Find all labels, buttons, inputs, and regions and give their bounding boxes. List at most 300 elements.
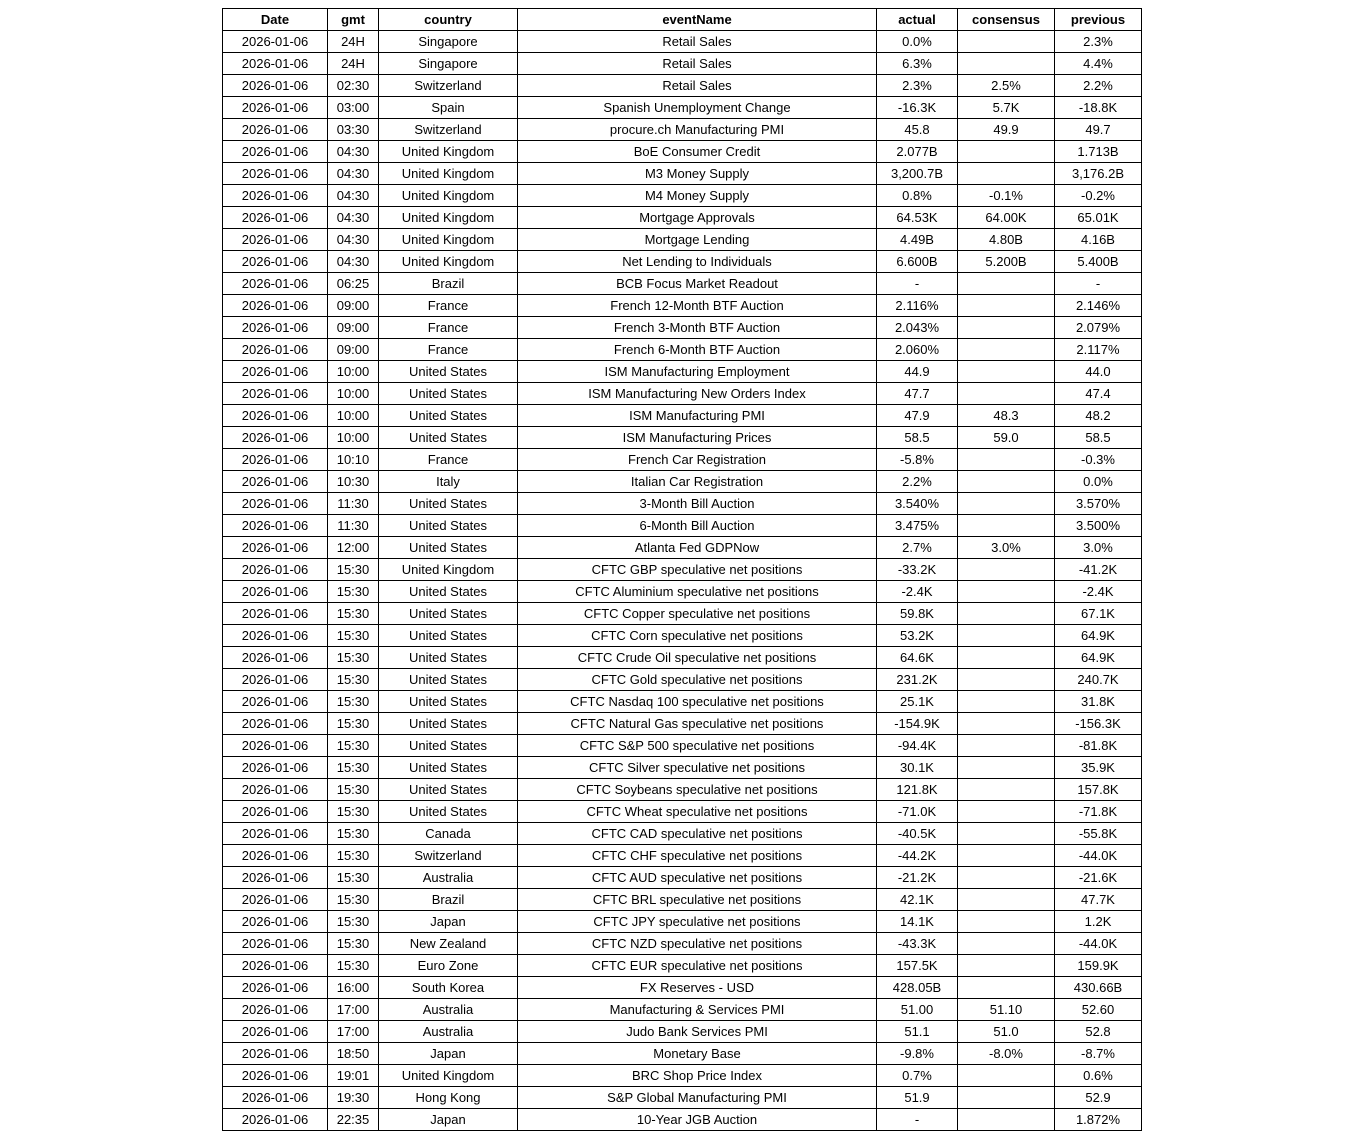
cell-actual: -16.3K: [877, 97, 958, 119]
cell-actual: -: [877, 1109, 958, 1131]
cell-gmt: 03:00: [328, 97, 379, 119]
cell-date: 2026-01-06: [223, 977, 328, 999]
economic-calendar-table: [222, 8, 1142, 1131]
cell-eventname: CFTC Aluminium speculative net positions: [518, 581, 877, 603]
cell-previous: 430.66B: [1055, 977, 1142, 999]
table-row: [223, 977, 1142, 999]
cell-consensus: [958, 559, 1055, 581]
cell-actual: 44.9: [877, 361, 958, 383]
cell-consensus: [958, 383, 1055, 405]
cell-eventname: French 3-Month BTF Auction: [518, 317, 877, 339]
cell-country: United States: [379, 581, 518, 603]
cell-previous: -44.0K: [1055, 933, 1142, 955]
cell-gmt: 18:50: [328, 1043, 379, 1065]
cell-country: New Zealand: [379, 933, 518, 955]
cell-consensus: 59.0: [958, 427, 1055, 449]
cell-country: United States: [379, 625, 518, 647]
cell-eventname: CFTC EUR speculative net positions: [518, 955, 877, 977]
cell-consensus: [958, 823, 1055, 845]
cell-country: United States: [379, 427, 518, 449]
cell-gmt: 15:30: [328, 691, 379, 713]
cell-date: 2026-01-06: [223, 669, 328, 691]
cell-date: 2026-01-06: [223, 317, 328, 339]
table-row: [223, 119, 1142, 141]
cell-consensus: 51.0: [958, 1021, 1055, 1043]
cell-consensus: [958, 53, 1055, 75]
cell-actual: 2.077B: [877, 141, 958, 163]
cell-eventname: Judo Bank Services PMI: [518, 1021, 877, 1043]
cell-gmt: 15:30: [328, 867, 379, 889]
cell-previous: 1.872%: [1055, 1109, 1142, 1131]
cell-actual: 51.00: [877, 999, 958, 1021]
cell-country: United Kingdom: [379, 1065, 518, 1087]
cell-consensus: [958, 603, 1055, 625]
cell-country: United Kingdom: [379, 229, 518, 251]
cell-date: 2026-01-06: [223, 53, 328, 75]
header-row: [223, 9, 1142, 31]
cell-previous: 4.4%: [1055, 53, 1142, 75]
cell-previous: 47.7K: [1055, 889, 1142, 911]
cell-consensus: [958, 691, 1055, 713]
cell-previous: 159.9K: [1055, 955, 1142, 977]
cell-consensus: [958, 493, 1055, 515]
table-row: [223, 163, 1142, 185]
cell-gmt: 15:30: [328, 647, 379, 669]
cell-consensus: [958, 141, 1055, 163]
cell-previous: 3.500%: [1055, 515, 1142, 537]
table-row: [223, 427, 1142, 449]
cell-eventname: French 6-Month BTF Auction: [518, 339, 877, 361]
table-row: [223, 911, 1142, 933]
cell-eventname: CFTC Nasdaq 100 speculative net positions: [518, 691, 877, 713]
cell-gmt: 15:30: [328, 955, 379, 977]
table-header: [223, 9, 1142, 31]
table-row: [223, 1065, 1142, 1087]
cell-previous: -21.6K: [1055, 867, 1142, 889]
cell-eventname: M4 Money Supply: [518, 185, 877, 207]
table-row: [223, 185, 1142, 207]
table-row: [223, 229, 1142, 251]
cell-eventname: CFTC AUD speculative net positions: [518, 867, 877, 889]
table-row: [223, 273, 1142, 295]
cell-date: 2026-01-06: [223, 933, 328, 955]
cell-date: 2026-01-06: [223, 845, 328, 867]
table-row: [223, 141, 1142, 163]
cell-gmt: 17:00: [328, 999, 379, 1021]
cell-eventname: 6-Month Bill Auction: [518, 515, 877, 537]
cell-consensus: [958, 647, 1055, 669]
cell-gmt: 15:30: [328, 669, 379, 691]
cell-gmt: 03:30: [328, 119, 379, 141]
column-header-actual: actual: [877, 9, 958, 31]
cell-country: France: [379, 449, 518, 471]
cell-consensus: 3.0%: [958, 537, 1055, 559]
cell-consensus: 49.9: [958, 119, 1055, 141]
cell-consensus: [958, 31, 1055, 53]
cell-actual: -21.2K: [877, 867, 958, 889]
cell-previous: 0.0%: [1055, 471, 1142, 493]
cell-eventname: M3 Money Supply: [518, 163, 877, 185]
cell-actual: 0.8%: [877, 185, 958, 207]
cell-date: 2026-01-06: [223, 647, 328, 669]
cell-date: 2026-01-06: [223, 625, 328, 647]
cell-consensus: [958, 977, 1055, 999]
cell-gmt: 04:30: [328, 207, 379, 229]
cell-previous: 240.7K: [1055, 669, 1142, 691]
cell-consensus: [958, 625, 1055, 647]
cell-previous: -8.7%: [1055, 1043, 1142, 1065]
cell-country: Japan: [379, 911, 518, 933]
cell-previous: 35.9K: [1055, 757, 1142, 779]
cell-previous: 157.8K: [1055, 779, 1142, 801]
table-row: [223, 845, 1142, 867]
cell-country: United Kingdom: [379, 207, 518, 229]
cell-actual: 6.600B: [877, 251, 958, 273]
cell-eventname: CFTC Soybeans speculative net positions: [518, 779, 877, 801]
cell-eventname: CFTC CHF speculative net positions: [518, 845, 877, 867]
cell-actual: -: [877, 273, 958, 295]
cell-gmt: 15:30: [328, 581, 379, 603]
table-row: [223, 823, 1142, 845]
cell-previous: 47.4: [1055, 383, 1142, 405]
cell-eventname: ISM Manufacturing Employment: [518, 361, 877, 383]
cell-date: 2026-01-06: [223, 691, 328, 713]
cell-eventname: Manufacturing & Services PMI: [518, 999, 877, 1021]
cell-consensus: [958, 735, 1055, 757]
cell-eventname: Retail Sales: [518, 53, 877, 75]
cell-actual: 30.1K: [877, 757, 958, 779]
table-row: [223, 31, 1142, 53]
cell-date: 2026-01-06: [223, 229, 328, 251]
cell-actual: 0.0%: [877, 31, 958, 53]
table-row: [223, 537, 1142, 559]
cell-previous: 49.7: [1055, 119, 1142, 141]
column-header-previous: previous: [1055, 9, 1142, 31]
cell-country: United Kingdom: [379, 559, 518, 581]
cell-actual: 64.6K: [877, 647, 958, 669]
cell-gmt: 16:00: [328, 977, 379, 999]
cell-gmt: 15:30: [328, 823, 379, 845]
cell-country: Euro Zone: [379, 955, 518, 977]
cell-actual: 59.8K: [877, 603, 958, 625]
cell-date: 2026-01-06: [223, 559, 328, 581]
cell-gmt: 04:30: [328, 185, 379, 207]
cell-actual: 3.475%: [877, 515, 958, 537]
cell-eventname: 3-Month Bill Auction: [518, 493, 877, 515]
cell-eventname: BCB Focus Market Readout: [518, 273, 877, 295]
cell-consensus: [958, 273, 1055, 295]
cell-consensus: 51.10: [958, 999, 1055, 1021]
cell-date: 2026-01-06: [223, 1109, 328, 1131]
cell-date: 2026-01-06: [223, 1065, 328, 1087]
cell-consensus: -8.0%: [958, 1043, 1055, 1065]
table-row: [223, 493, 1142, 515]
cell-previous: 3.570%: [1055, 493, 1142, 515]
table-row: [223, 449, 1142, 471]
cell-country: Brazil: [379, 273, 518, 295]
cell-previous: 52.8: [1055, 1021, 1142, 1043]
cell-eventname: Mortgage Lending: [518, 229, 877, 251]
cell-gmt: 10:30: [328, 471, 379, 493]
cell-gmt: 02:30: [328, 75, 379, 97]
table-row: [223, 955, 1142, 977]
cell-gmt: 15:30: [328, 713, 379, 735]
cell-gmt: 19:01: [328, 1065, 379, 1087]
cell-consensus: 5.7K: [958, 97, 1055, 119]
cell-actual: -44.2K: [877, 845, 958, 867]
cell-eventname: Net Lending to Individuals: [518, 251, 877, 273]
cell-previous: 2.117%: [1055, 339, 1142, 361]
cell-actual: 121.8K: [877, 779, 958, 801]
cell-gmt: 15:30: [328, 801, 379, 823]
cell-actual: -43.3K: [877, 933, 958, 955]
cell-eventname: Retail Sales: [518, 75, 877, 97]
cell-actual: 2.116%: [877, 295, 958, 317]
cell-country: South Korea: [379, 977, 518, 999]
cell-previous: -0.2%: [1055, 185, 1142, 207]
cell-eventname: FX Reserves - USD: [518, 977, 877, 999]
table-row: [223, 1109, 1142, 1131]
cell-country: United Kingdom: [379, 185, 518, 207]
cell-eventname: CFTC Silver speculative net positions: [518, 757, 877, 779]
cell-gmt: 24H: [328, 53, 379, 75]
cell-actual: 2.2%: [877, 471, 958, 493]
cell-date: 2026-01-06: [223, 493, 328, 515]
cell-previous: 2.079%: [1055, 317, 1142, 339]
cell-actual: -2.4K: [877, 581, 958, 603]
cell-consensus: [958, 339, 1055, 361]
table-row: [223, 999, 1142, 1021]
cell-date: 2026-01-06: [223, 801, 328, 823]
table-row: [223, 735, 1142, 757]
table-row: [223, 1021, 1142, 1043]
cell-country: United States: [379, 801, 518, 823]
cell-previous: -0.3%: [1055, 449, 1142, 471]
table-row: [223, 867, 1142, 889]
table-row: [223, 317, 1142, 339]
cell-date: 2026-01-06: [223, 339, 328, 361]
cell-consensus: [958, 361, 1055, 383]
cell-consensus: [958, 867, 1055, 889]
cell-consensus: [958, 757, 1055, 779]
cell-consensus: 4.80B: [958, 229, 1055, 251]
cell-date: 2026-01-06: [223, 603, 328, 625]
cell-country: United States: [379, 713, 518, 735]
cell-eventname: CFTC S&P 500 speculative net positions: [518, 735, 877, 757]
cell-consensus: [958, 713, 1055, 735]
cell-previous: 64.9K: [1055, 625, 1142, 647]
cell-date: 2026-01-06: [223, 713, 328, 735]
cell-actual: -5.8%: [877, 449, 958, 471]
cell-consensus: [958, 163, 1055, 185]
table-row: [223, 691, 1142, 713]
cell-previous: 65.01K: [1055, 207, 1142, 229]
cell-gmt: 15:30: [328, 625, 379, 647]
cell-date: 2026-01-06: [223, 471, 328, 493]
cell-date: 2026-01-06: [223, 31, 328, 53]
cell-gmt: 24H: [328, 31, 379, 53]
cell-eventname: Italian Car Registration: [518, 471, 877, 493]
cell-consensus: [958, 1087, 1055, 1109]
cell-country: Japan: [379, 1043, 518, 1065]
cell-gmt: 15:30: [328, 757, 379, 779]
table-row: [223, 405, 1142, 427]
cell-gmt: 09:00: [328, 295, 379, 317]
cell-date: 2026-01-06: [223, 273, 328, 295]
table-row: [223, 383, 1142, 405]
cell-date: 2026-01-06: [223, 911, 328, 933]
cell-actual: 157.5K: [877, 955, 958, 977]
table-row: [223, 295, 1142, 317]
cell-eventname: 10-Year JGB Auction: [518, 1109, 877, 1131]
cell-eventname: CFTC Gold speculative net positions: [518, 669, 877, 691]
cell-consensus: [958, 955, 1055, 977]
cell-gmt: 15:30: [328, 559, 379, 581]
cell-previous: 3,176.2B: [1055, 163, 1142, 185]
cell-eventname: Monetary Base: [518, 1043, 877, 1065]
cell-country: United States: [379, 515, 518, 537]
cell-gmt: 04:30: [328, 229, 379, 251]
cell-gmt: 15:30: [328, 911, 379, 933]
cell-previous: 5.400B: [1055, 251, 1142, 273]
cell-country: United Kingdom: [379, 141, 518, 163]
cell-date: 2026-01-06: [223, 1021, 328, 1043]
column-header-eventname: eventName: [518, 9, 877, 31]
cell-gmt: 10:10: [328, 449, 379, 471]
cell-date: 2026-01-06: [223, 735, 328, 757]
cell-actual: -33.2K: [877, 559, 958, 581]
cell-country: France: [379, 317, 518, 339]
cell-previous: -: [1055, 273, 1142, 295]
table-row: [223, 933, 1142, 955]
cell-country: United Kingdom: [379, 251, 518, 273]
cell-country: Singapore: [379, 31, 518, 53]
table-row: [223, 75, 1142, 97]
cell-previous: -55.8K: [1055, 823, 1142, 845]
cell-date: 2026-01-06: [223, 251, 328, 273]
cell-consensus: [958, 449, 1055, 471]
cell-eventname: BRC Shop Price Index: [518, 1065, 877, 1087]
cell-actual: 64.53K: [877, 207, 958, 229]
cell-gmt: 15:30: [328, 603, 379, 625]
cell-consensus: [958, 889, 1055, 911]
cell-actual: 428.05B: [877, 977, 958, 999]
cell-previous: 31.8K: [1055, 691, 1142, 713]
cell-gmt: 09:00: [328, 339, 379, 361]
table-row: [223, 361, 1142, 383]
cell-gmt: 10:00: [328, 405, 379, 427]
cell-gmt: 04:30: [328, 141, 379, 163]
cell-eventname: ISM Manufacturing Prices: [518, 427, 877, 449]
cell-actual: 25.1K: [877, 691, 958, 713]
cell-country: France: [379, 339, 518, 361]
table-row: [223, 559, 1142, 581]
cell-date: 2026-01-06: [223, 889, 328, 911]
cell-country: Switzerland: [379, 119, 518, 141]
cell-consensus: 48.3: [958, 405, 1055, 427]
cell-country: Australia: [379, 1021, 518, 1043]
cell-country: United States: [379, 383, 518, 405]
cell-actual: 2.043%: [877, 317, 958, 339]
cell-eventname: CFTC CAD speculative net positions: [518, 823, 877, 845]
cell-actual: 2.3%: [877, 75, 958, 97]
cell-country: United States: [379, 779, 518, 801]
cell-actual: 4.49B: [877, 229, 958, 251]
table-row: [223, 757, 1142, 779]
cell-date: 2026-01-06: [223, 449, 328, 471]
cell-country: United States: [379, 735, 518, 757]
cell-country: United States: [379, 405, 518, 427]
cell-gmt: 11:30: [328, 515, 379, 537]
cell-date: 2026-01-06: [223, 163, 328, 185]
cell-gmt: 15:30: [328, 845, 379, 867]
cell-eventname: ISM Manufacturing PMI: [518, 405, 877, 427]
cell-eventname: BoE Consumer Credit: [518, 141, 877, 163]
table-row: [223, 889, 1142, 911]
table-row: [223, 471, 1142, 493]
column-header-date: Date: [223, 9, 328, 31]
cell-previous: 3.0%: [1055, 537, 1142, 559]
cell-eventname: CFTC Copper speculative net positions: [518, 603, 877, 625]
cell-date: 2026-01-06: [223, 141, 328, 163]
cell-previous: -81.8K: [1055, 735, 1142, 757]
cell-consensus: [958, 933, 1055, 955]
cell-country: United States: [379, 493, 518, 515]
cell-country: Hong Kong: [379, 1087, 518, 1109]
cell-previous: -18.8K: [1055, 97, 1142, 119]
cell-previous: 1.2K: [1055, 911, 1142, 933]
cell-date: 2026-01-06: [223, 867, 328, 889]
cell-consensus: [958, 669, 1055, 691]
cell-date: 2026-01-06: [223, 405, 328, 427]
cell-actual: 53.2K: [877, 625, 958, 647]
cell-date: 2026-01-06: [223, 999, 328, 1021]
cell-gmt: 17:00: [328, 1021, 379, 1043]
column-header-country: country: [379, 9, 518, 31]
cell-actual: 42.1K: [877, 889, 958, 911]
cell-country: United States: [379, 537, 518, 559]
cell-actual: -94.4K: [877, 735, 958, 757]
cell-previous: -41.2K: [1055, 559, 1142, 581]
cell-consensus: [958, 779, 1055, 801]
cell-previous: 67.1K: [1055, 603, 1142, 625]
cell-consensus: [958, 515, 1055, 537]
cell-eventname: S&P Global Manufacturing PMI: [518, 1087, 877, 1109]
cell-consensus: [958, 295, 1055, 317]
cell-country: Singapore: [379, 53, 518, 75]
cell-country: United States: [379, 669, 518, 691]
table-row: [223, 603, 1142, 625]
cell-gmt: 10:00: [328, 383, 379, 405]
cell-consensus: [958, 471, 1055, 493]
cell-gmt: 15:30: [328, 889, 379, 911]
cell-consensus: 64.00K: [958, 207, 1055, 229]
cell-consensus: [958, 911, 1055, 933]
cell-eventname: French 12-Month BTF Auction: [518, 295, 877, 317]
cell-eventname: ISM Manufacturing New Orders Index: [518, 383, 877, 405]
cell-gmt: 11:30: [328, 493, 379, 515]
cell-eventname: CFTC Wheat speculative net positions: [518, 801, 877, 823]
cell-date: 2026-01-06: [223, 515, 328, 537]
cell-country: France: [379, 295, 518, 317]
cell-gmt: 06:25: [328, 273, 379, 295]
cell-gmt: 04:30: [328, 251, 379, 273]
cell-country: Italy: [379, 471, 518, 493]
cell-gmt: 09:00: [328, 317, 379, 339]
table-row: [223, 515, 1142, 537]
table-body: [223, 31, 1142, 1131]
cell-date: 2026-01-06: [223, 1087, 328, 1109]
